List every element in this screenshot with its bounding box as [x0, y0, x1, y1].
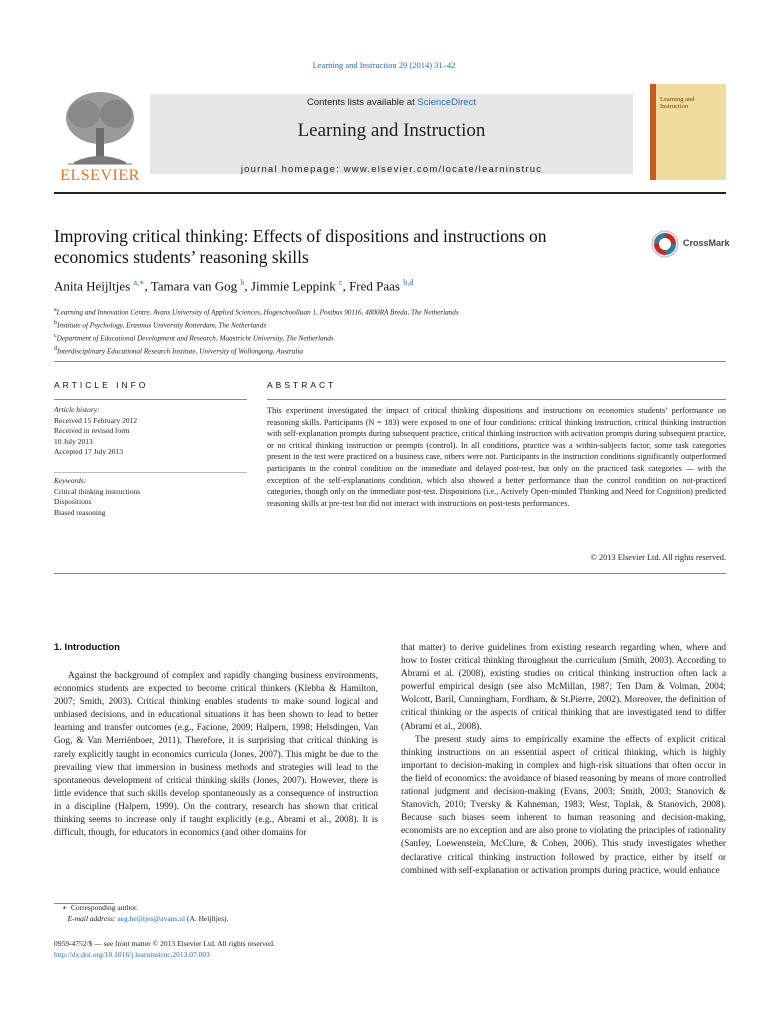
masthead-divider: [54, 192, 726, 194]
author-affiliation-link[interactable]: c: [339, 278, 343, 287]
author-affiliation-link[interactable]: b: [240, 278, 245, 287]
intro-right-column: [401, 642, 726, 878]
introduction-heading: 1. Introduction: [54, 642, 120, 653]
author-email-link[interactable]: aeg.heijltjes@avans.nl: [117, 914, 186, 923]
affiliation-list: [54, 305, 726, 357]
author-name: Fred Paas: [349, 278, 400, 294]
section-divider: [54, 573, 726, 574]
cover-title: Learning and Instruction: [660, 96, 695, 110]
email-label: E-mail address:: [67, 914, 116, 923]
affiliation-text: Interdisciplinary Educational Research Institute, University of Wollongong, Australia: [57, 347, 304, 356]
article-info-divider: [54, 399, 247, 400]
affiliation-marker: b: [54, 319, 57, 326]
intro-paragraph: Against the background of complex and rapidly changing business environments, economics students are expected to become critical thinkers (Klebba & Hamilton, 2007; Smith, 2003). Critical thinking enables students to make sound logical and unbiased decisions, and in educational situations it has been shown to lead to better learning and transfer outcomes (e.g., Facione, 2009; Halpern, 1998; Helsdingen, Van Gog, & Van Merriënboer, 2011). Therefore, it is surprising that critical thinking is rarely explicitly taught in economics curricula (Jones, 2007). This might be due to the prevailing view that immersion in business methods and strategies will lead to the spontaneous development of critical thinking skills (Jones, 2007). However, there is little evidence that such skills develop spontaneously as a consequence of instruction in a discipline (Halpern, 1999). On the contrary, research has shown that critical thinking seems to increase only if taught explicitly (e.g., Abrami et al., 2008). It is difficult, though, for educators in economics (and other domains for: [54, 671, 378, 839]
contents-line: [150, 97, 633, 108]
keyword-list: [54, 476, 140, 518]
affiliation-item: [54, 305, 726, 318]
author-name: Tamara van Gog: [150, 278, 238, 294]
intro-paragraph: that matter) to derive guidelines from existing research regarding when, where and how to foster critical thinking throughout the curriculum (Smith, 2003). According to Abrami et al. (2008), existing studies on critical thinking instruction often lack a powerful empirical design (see also McMillan, 1987; Ten Dam & Volman, 2004; Wolcott, Baril, Cunningham, Fordham, & St.Pierre, 2002). Moreover, the definition of critical thinking or the aspects of critical thinking that are investigated tend to differ (Abrami et al., 2008).: [401, 643, 726, 732]
abstract-divider: [267, 399, 726, 400]
page-footer: [54, 938, 275, 960]
journal-masthead: [54, 84, 726, 188]
journal-citation[interactable]: Learning and Instruction 29 (2014) 31–42: [312, 60, 456, 70]
abstract-copyright: © 2013 Elsevier Ltd. All rights reserved.: [590, 553, 726, 562]
affiliation-item: [54, 344, 726, 357]
affiliation-marker: a: [54, 307, 57, 313]
crossmark-label: CrossMark: [683, 238, 730, 248]
history-line: Received in revised form: [54, 426, 130, 435]
affiliation-marker: d: [54, 345, 57, 352]
keyword-item: Biased reasoning: [54, 507, 106, 517]
journal-header-box: [150, 94, 633, 174]
journal-title: Learning and Instruction: [297, 120, 486, 141]
keyword-item: Critical thinking instructions: [54, 486, 141, 496]
history-label: Article history:: [54, 405, 100, 414]
author-separator: ,: [244, 278, 251, 294]
sciencedirect-link[interactable]: ScienceDirect: [417, 97, 476, 108]
history-line: Accepted 17 July 2013: [54, 447, 123, 456]
crossmark-badge[interactable]: [651, 230, 731, 260]
affiliation-marker: c: [54, 332, 57, 339]
crossmark-icon: [651, 230, 679, 258]
affiliation-text: Institute of Psychology, Erasmus University Rotterdam, The Netherlands: [57, 321, 267, 330]
doi-link[interactable]: http://dx.doi.org/10.1016/j.learninstruc.2013.07.003: [54, 950, 210, 959]
footnote-line: [62, 902, 228, 913]
affiliation-item: [54, 331, 726, 344]
keyword-item: Dispositions: [54, 497, 92, 506]
corresponding-author-footnote: [62, 902, 228, 924]
keywords-divider: [54, 472, 247, 473]
author-separator: ,: [144, 278, 151, 294]
affiliation-text: Learning and Innovation Centre, Avans University of Applied Sciences, Hogeschoollaan 1, Postbus 90116, 4800RA Breda, The Netherlands: [56, 308, 459, 317]
issn-line: 0959-4752/$ — see front matter © 2013 Elsevier Ltd. All rights reserved.: [54, 939, 275, 948]
affiliation-text: Department of Educational Development and Research, Maastricht University, The Netherlands: [56, 334, 334, 343]
article-info-heading: ARTICLE INFO: [54, 380, 149, 390]
elsevier-wordmark: ELSEVIER: [60, 167, 140, 184]
history-line: Received 15 February 2012: [54, 415, 138, 425]
email-suffix: (A. Heijltjes).: [186, 914, 229, 923]
contents-prefix: Contents lists available at: [307, 97, 418, 108]
author-affiliation-link[interactable]: b,d: [403, 278, 414, 287]
journal-cover-thumbnail[interactable]: [650, 84, 726, 180]
footnote-email-line: [62, 913, 228, 924]
affiliation-item: [54, 318, 726, 331]
author-name: Anita Heijltjes: [54, 278, 131, 294]
author-affiliation-link[interactable]: a,∗: [133, 278, 145, 287]
keywords-label: Keywords:: [54, 476, 87, 485]
journal-homepage-link[interactable]: journal homepage: www.elsevier.com/locate/learninstruc: [240, 164, 543, 175]
section-divider: [54, 361, 726, 362]
abstract-text: This experiment investigated the impact of critical thinking dispositions and instructions on economics students’ performance on reasoning skills. Participants (N = 183) were exposed to one of four conditions: critical thinking instruction, critical thinking instruction with self-explanation prompts during subsequent practice, critical thinking instruction with activation prompts during subsequent practice, or no critical thinking instruction or prompts (control). In all conditions, practice was a within-subjects factor, some task categories present in the test were practiced on a business case, others were not. Participants in the instruction conditions significantly outperformed participants in the control condition on the immediate and delayed post-test, but only on the practiced task categories — with the exception of the self-explanations condition, which also showed a better performance than the control condition on not-practiced categories, though only on the immediate post-test. Dispositions (i.e., Actively Open-minded Thinking and Need for Cognition) predicted reasoning skills at pre-test but did not interact with instructions on post-tests performances.: [267, 406, 726, 508]
intro-paragraph: The present study aims to empirically examine the effects of explicit critical thinking instructions on an essential aspect of critical thinking, which is highly important to decision-making in complex and high-risk situations that often occur in the field of economics: the avoidance of biased reasoning by means of more controlled rational judgment and decision-making (Evans, 2003; Smith, 2003; Stanovich & Stanovich, 2010; Tversky & Kahneman, 1983; West, Toplak, & Stanovich, 2008). Because such biases seem inherent to human reasoning and decision-making, economists are no exception and are also prone to violating the principles of rationality (Sanfey, Loewenstein, McClure, & Cohen, 2006). This study investigates whether declarative critical thinking instruction followed by practice, either by itself or combined with self-explanation or activation prompts during practice, would enhance: [401, 734, 726, 876]
article-history: [54, 405, 137, 458]
article-title: Improving critical thinking: Effects of dispositions and instructions on economics students’ reasoning skills: [54, 226, 547, 267]
footnote-corresponding: Corresponding author.: [70, 903, 138, 912]
abstract-heading: ABSTRACT: [267, 380, 337, 390]
author-list: [54, 278, 413, 294]
author-separator: ,: [342, 278, 350, 294]
history-line: 10 July 2013: [54, 436, 93, 446]
author-name: Jimmie Leppink: [250, 278, 336, 294]
footnote-marker: ∗: [62, 903, 68, 912]
